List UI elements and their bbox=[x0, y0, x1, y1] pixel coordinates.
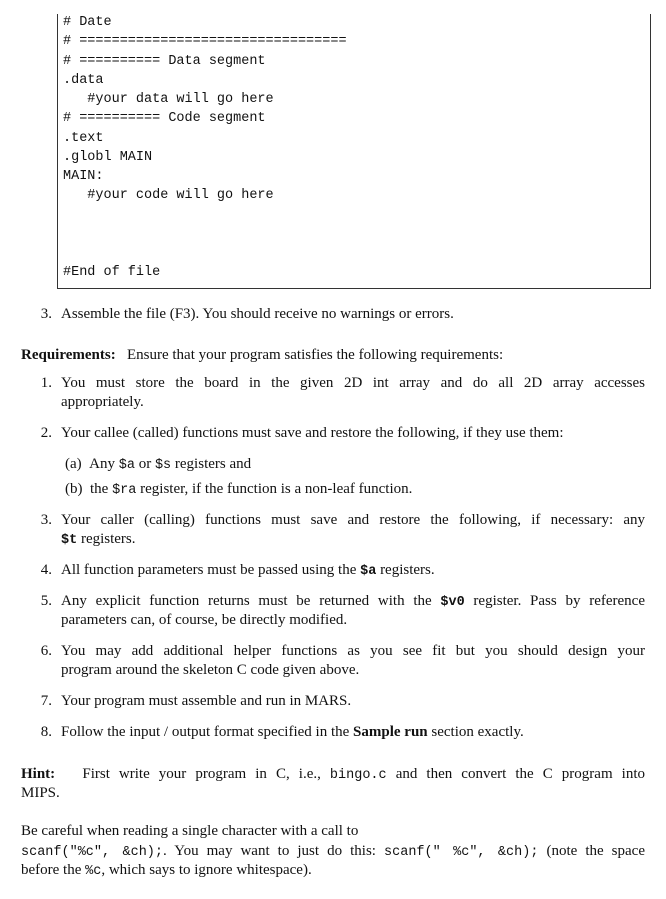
item-text: parameters can, of course, be directly modified. bbox=[61, 612, 348, 628]
item-text: program around the skeleton C code given above. bbox=[61, 662, 360, 678]
item-number: 4. bbox=[40, 562, 52, 578]
item-text bbox=[61, 530, 136, 550]
code: %c bbox=[85, 864, 102, 879]
step-text: Assemble the file (F3). You should receive no warnings or errors. bbox=[61, 306, 454, 322]
code: $s bbox=[154, 458, 172, 473]
code-line: # ================================= bbox=[63, 34, 347, 49]
step-number: 3. bbox=[40, 306, 52, 322]
subitem-a bbox=[65, 455, 251, 475]
text: registers. bbox=[376, 562, 435, 578]
item-number: 3. bbox=[40, 512, 52, 528]
item-text: Your callee (called) functions must save and restore the following, if they use them: bbox=[61, 425, 564, 441]
text: register, if the function is a non-leaf function. bbox=[136, 481, 413, 497]
text: First write your program in C, i.e., bbox=[82, 766, 330, 782]
code-line: # ========== Data segment bbox=[63, 54, 266, 69]
code: $v0 bbox=[440, 595, 465, 610]
careful-line: Be careful when reading a single character with a call to bbox=[21, 823, 359, 839]
item-number: 2. bbox=[40, 425, 52, 441]
code-line: .text bbox=[63, 131, 104, 146]
text: Any bbox=[89, 456, 119, 472]
subitem-label: (b) bbox=[65, 481, 83, 497]
requirements-heading-line bbox=[21, 346, 503, 365]
hint-line bbox=[21, 765, 645, 785]
code: bingo.c bbox=[329, 768, 387, 783]
text: Follow the input / output format specified in the bbox=[61, 724, 354, 740]
code-listing-box bbox=[57, 14, 651, 289]
text: and then convert the C program into bbox=[386, 766, 646, 782]
code-line: .data bbox=[63, 73, 104, 88]
careful-line bbox=[21, 842, 645, 862]
requirements-heading: Requirements: bbox=[21, 347, 116, 363]
item-text bbox=[61, 723, 524, 742]
text: section exactly. bbox=[427, 724, 524, 740]
text: Any explicit function returns must be returned with the bbox=[61, 593, 441, 609]
item-number: 1. bbox=[40, 375, 52, 391]
item-number: 8. bbox=[40, 724, 52, 740]
subitem-b bbox=[65, 480, 412, 500]
item-text: appropriately. bbox=[61, 394, 144, 410]
item-text: You must store the board in the given 2D int array and do all 2D array accesses bbox=[61, 375, 645, 391]
text: (note the space bbox=[538, 843, 645, 859]
text: or bbox=[134, 456, 155, 472]
hint-line: MIPS. bbox=[21, 785, 60, 801]
text: , which says to ignore whitespace). bbox=[101, 862, 312, 878]
requirements-intro: Ensure that your program satisfies the following requirements: bbox=[126, 347, 504, 363]
bold-text: Sample run bbox=[353, 724, 428, 740]
code: $t bbox=[61, 533, 78, 548]
code-line: .globl MAIN bbox=[63, 150, 153, 165]
text: the bbox=[90, 481, 113, 497]
code: $ra bbox=[112, 483, 137, 498]
code-line: # ========== Code segment bbox=[63, 111, 266, 126]
text: register. Pass by reference bbox=[464, 593, 645, 609]
careful-line bbox=[21, 861, 312, 881]
hint-heading: Hint: bbox=[21, 766, 56, 782]
item-number: 7. bbox=[40, 693, 52, 709]
code-line: # Date bbox=[63, 15, 112, 30]
text: All function parameters must be passed using the bbox=[61, 562, 361, 578]
text: before the bbox=[21, 862, 86, 878]
text: registers and bbox=[171, 456, 252, 472]
code-line: #your code will go here bbox=[63, 188, 274, 203]
code: scanf(" %c", &ch); bbox=[384, 845, 539, 860]
item-number: 6. bbox=[40, 643, 52, 659]
code-line: #your data will go here bbox=[63, 92, 274, 107]
text: . You may want to just do this: bbox=[163, 843, 385, 859]
code: $a bbox=[118, 458, 135, 473]
item-text: You may add additional helper functions as you see fit but you should design your bbox=[61, 643, 645, 659]
code-line: #End of file bbox=[63, 265, 161, 280]
code: scanf("%c", &ch); bbox=[21, 845, 164, 860]
item-number: 5. bbox=[40, 593, 52, 609]
item-text: Your program must assemble and run in MARS. bbox=[61, 693, 352, 709]
item-text bbox=[61, 592, 645, 612]
text: registers. bbox=[77, 531, 136, 547]
code: $a bbox=[360, 564, 377, 579]
item-text: Your caller (calling) functions must save and restore the following, if necessary: any bbox=[61, 512, 645, 528]
item-text bbox=[61, 561, 435, 581]
code-line: MAIN: bbox=[63, 169, 104, 184]
subitem-label: (a) bbox=[65, 456, 82, 472]
